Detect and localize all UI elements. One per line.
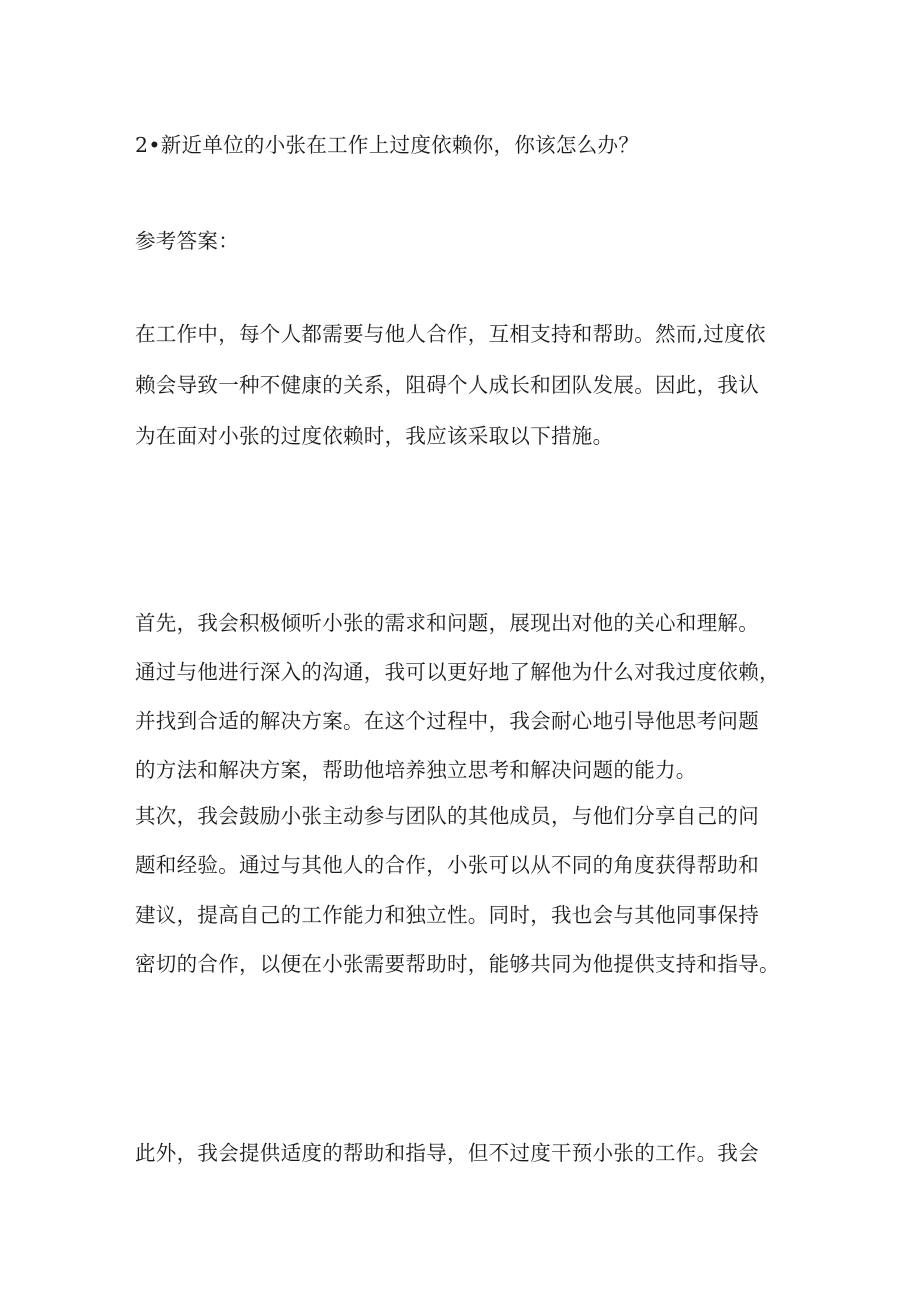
text-line: 建议，提高自己的工作能力和独立性。同时，我也会与其他同事保持	[135, 903, 759, 927]
answer-label: 参考答案：	[135, 229, 239, 253]
text-line: 的方法和解决方案，帮助他培养独立思考和解决问题的能力。	[135, 758, 697, 782]
text-line: 题和经验。通过与其他人的合作，小张可以从不同的角度获得帮助和	[135, 853, 759, 877]
text-line: 首先，我会积极倾听小张的需求和问题，展现出对他的关心和理解。	[135, 611, 759, 635]
text-line: 其次，我会鼓励小张主动参与团队的其他成员，与他们分享自己的问	[135, 804, 759, 828]
text-line: 密切的合作，以便在小张需要帮助时，能够共同为他提供支持和指导。	[135, 952, 780, 976]
question-title: 2•新近单位的小张在工作上过度依赖你，你该怎么办？	[135, 133, 640, 157]
text-line: 为在面对小张的过度依赖时，我应该采取以下措施。	[135, 424, 614, 448]
text-line: 通过与他进行深入的沟通，我可以更好地了解他为什么对我过度依赖，	[135, 660, 780, 684]
text-line: 在工作中，每个人都需要与他人合作，互相支持和帮助。然而,过度依	[135, 322, 766, 346]
text-line: 并找到合适的解决方案。在这个过程中，我会耐心地引导他思考问题	[135, 709, 759, 733]
text-line: 赖会导致一种不健康的关系，阻碍个人成长和团队发展。因此，我认	[135, 373, 759, 397]
text-line: 此外，我会提供适度的帮助和指导，但不过度干预小张的工作。我会	[135, 1141, 759, 1165]
